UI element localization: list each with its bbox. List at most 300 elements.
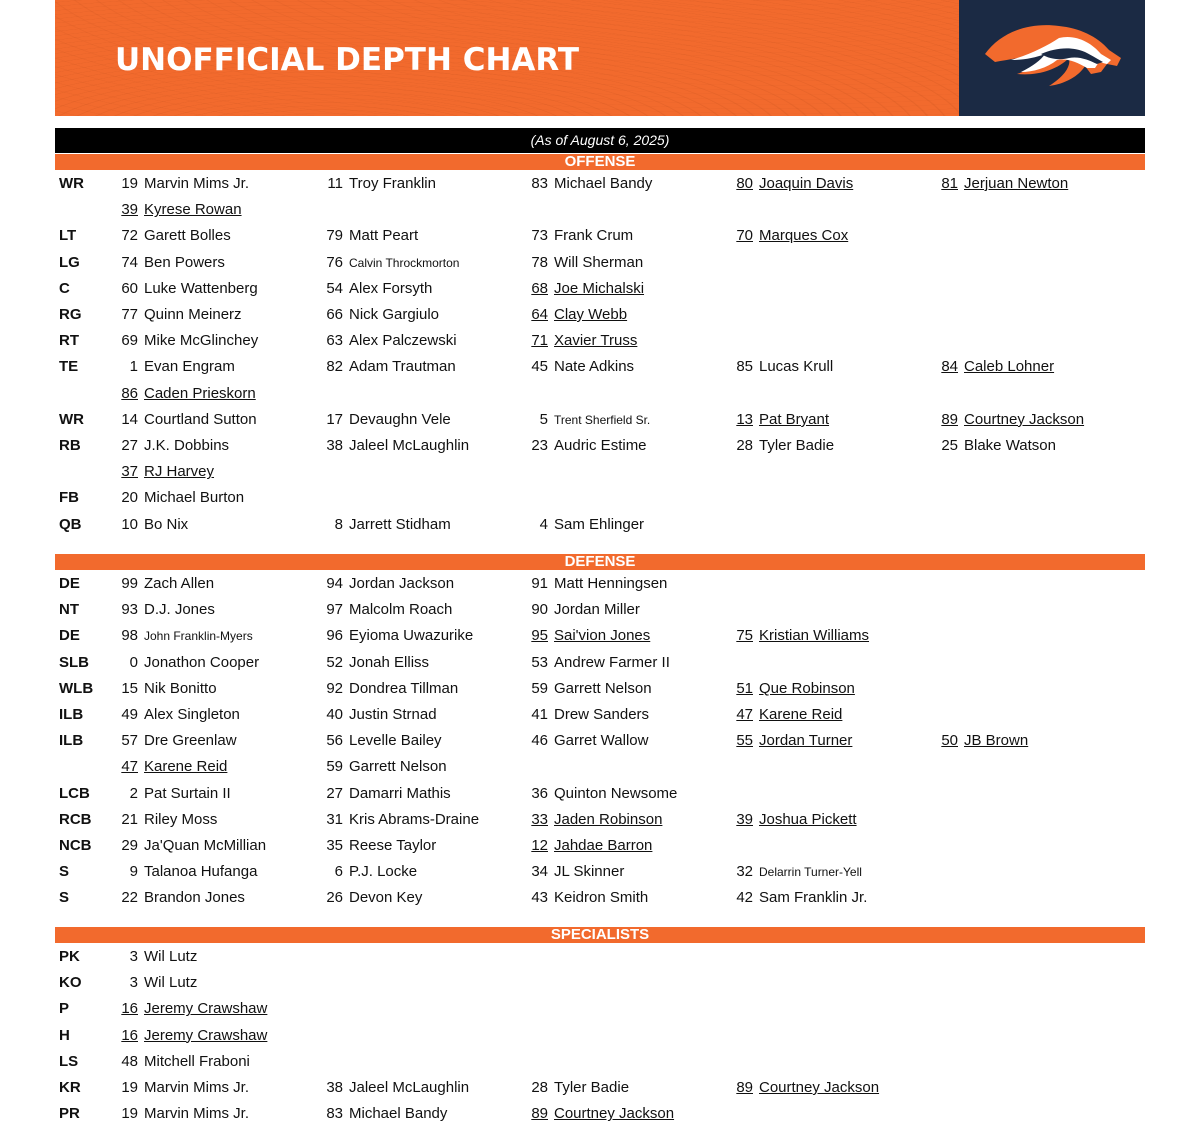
jersey-number: 49 bbox=[121, 706, 138, 723]
jersey-number: 50 bbox=[941, 732, 958, 750]
position-label: LT bbox=[59, 227, 77, 245]
depth-row bbox=[0, 223, 1200, 249]
depth-row bbox=[0, 970, 1200, 996]
player-name: JB Brown bbox=[964, 732, 1029, 750]
jersey-number: 9 bbox=[129, 863, 138, 881]
player-entry bbox=[323, 1101, 447, 1127]
player-entry bbox=[528, 223, 633, 249]
player-name: Jarrett Stidham bbox=[349, 515, 451, 533]
player-entry bbox=[118, 485, 244, 511]
jersey-number: 81 bbox=[941, 175, 958, 192]
player-name: Ben Powers bbox=[144, 253, 225, 271]
player-name: Clay Webb bbox=[554, 306, 628, 323]
player-name: Que Robinson bbox=[759, 679, 855, 697]
jersey-number: 29 bbox=[121, 837, 138, 854]
jersey-number: 32 bbox=[736, 863, 753, 881]
player-entry bbox=[938, 407, 1084, 433]
jersey-number: 47 bbox=[121, 758, 138, 776]
player-name: Wil Lutz bbox=[144, 948, 198, 965]
player-name: Wil Lutz bbox=[144, 974, 198, 992]
player-entry bbox=[528, 885, 648, 911]
depth-row bbox=[0, 197, 1200, 223]
jersey-number: 82 bbox=[326, 358, 343, 376]
jersey-number: 28 bbox=[736, 437, 753, 454]
player-entry bbox=[733, 433, 834, 459]
player-name: Malcolm Roach bbox=[349, 601, 453, 619]
player-name: Garett Bolles bbox=[144, 227, 231, 245]
jersey-number: 4 bbox=[539, 515, 548, 533]
jersey-number: 42 bbox=[736, 889, 753, 907]
player-name: Jonah Elliss bbox=[349, 653, 430, 671]
position-label: LS bbox=[59, 1052, 79, 1070]
player-name: Frank Crum bbox=[554, 227, 634, 245]
player-entry bbox=[528, 1075, 629, 1101]
player-name: Garrett Nelson bbox=[349, 758, 447, 776]
jersey-number: 22 bbox=[121, 889, 138, 907]
depth-row bbox=[0, 485, 1200, 511]
player-entry bbox=[118, 833, 266, 859]
jersey-number: 68 bbox=[531, 279, 548, 297]
player-entry bbox=[528, 276, 644, 302]
player-name: Jahdae Barron bbox=[554, 837, 653, 854]
jersey-number: 78 bbox=[531, 253, 548, 271]
player-name: Devaughn Vele bbox=[349, 410, 451, 428]
jersey-number: 55 bbox=[736, 732, 753, 750]
player-name: Jordan Jackson bbox=[349, 575, 455, 592]
jersey-number: 35 bbox=[326, 837, 343, 854]
player-name: Luke Wattenberg bbox=[144, 279, 258, 297]
jersey-number: 94 bbox=[326, 575, 343, 592]
player-entry bbox=[733, 623, 869, 649]
player-entry bbox=[733, 171, 853, 197]
depth-row bbox=[0, 302, 1200, 328]
player-name: Jaleel McLaughlin bbox=[349, 437, 470, 454]
jersey-number: 89 bbox=[941, 410, 958, 428]
depth-row bbox=[0, 781, 1200, 807]
player-entry bbox=[528, 781, 677, 807]
player-name: Pat Bryant bbox=[759, 410, 830, 428]
player-name: Matt Peart bbox=[349, 227, 419, 245]
section-header-offense: OFFENSE bbox=[55, 154, 1145, 170]
depth-row bbox=[0, 276, 1200, 302]
player-entry bbox=[528, 728, 648, 754]
player-entry bbox=[733, 807, 857, 833]
player-entry bbox=[528, 702, 649, 728]
player-name: Dre Greenlaw bbox=[144, 732, 237, 750]
jersey-number: 37 bbox=[121, 463, 138, 481]
player-name: Marvin Mims Jr. bbox=[144, 1105, 249, 1123]
player-name: Joaquin Davis bbox=[759, 175, 854, 192]
position-label: ILB bbox=[59, 706, 84, 723]
player-name: Keidron Smith bbox=[554, 889, 649, 907]
depth-row bbox=[0, 597, 1200, 623]
player-name: Karene Reid bbox=[144, 758, 228, 776]
player-entry bbox=[323, 171, 436, 197]
position-label: S bbox=[59, 863, 70, 881]
depth-row bbox=[0, 996, 1200, 1022]
player-entry bbox=[733, 1075, 879, 1101]
jersey-number: 99 bbox=[121, 575, 138, 592]
player-entry bbox=[528, 171, 652, 197]
position-label: RCB bbox=[59, 810, 92, 828]
jersey-number: 38 bbox=[326, 437, 343, 454]
player-entry bbox=[323, 807, 479, 833]
player-entry bbox=[323, 597, 452, 623]
player-name: Talanoa Hufanga bbox=[144, 863, 258, 881]
player-name: Nick Gargiulo bbox=[349, 306, 440, 323]
section-header-defense: DEFENSE bbox=[55, 554, 1145, 570]
position-label: KO bbox=[59, 974, 82, 992]
depth-row bbox=[0, 650, 1200, 676]
position-label: NCB bbox=[59, 837, 92, 854]
jersey-number: 0 bbox=[129, 653, 138, 671]
player-name: Quinton Newsome bbox=[554, 784, 678, 802]
jersey-number: 76 bbox=[326, 253, 343, 271]
player-entry bbox=[528, 250, 643, 276]
player-entry bbox=[118, 197, 242, 223]
player-name: Jaleel McLaughlin bbox=[349, 1079, 470, 1096]
jersey-number: 31 bbox=[326, 810, 343, 828]
player-entry bbox=[938, 728, 1028, 754]
player-name: Courtney Jackson bbox=[554, 1105, 675, 1123]
as-of-date: (As of August 6, 2025) bbox=[55, 128, 1145, 153]
player-name: Caleb Lohner bbox=[964, 358, 1055, 376]
player-entry bbox=[528, 433, 647, 459]
jersey-number: 69 bbox=[121, 332, 138, 350]
player-entry bbox=[528, 859, 624, 885]
position-label: PK bbox=[59, 948, 80, 965]
player-name: Michael Bandy bbox=[554, 175, 653, 192]
player-entry bbox=[323, 328, 457, 354]
depth-row bbox=[0, 623, 1200, 649]
jersey-number: 19 bbox=[121, 175, 138, 192]
player-entry bbox=[323, 223, 418, 249]
player-entry bbox=[528, 328, 637, 354]
player-entry bbox=[528, 302, 627, 328]
depth-row bbox=[0, 171, 1200, 197]
depth-row bbox=[0, 807, 1200, 833]
player-name: Courtland Sutton bbox=[144, 410, 257, 428]
player-entry bbox=[323, 728, 442, 754]
player-name: Will Sherman bbox=[554, 253, 644, 271]
jersey-number: 13 bbox=[736, 410, 753, 428]
player-entry bbox=[118, 407, 257, 433]
player-name: Jerjuan Newton bbox=[964, 175, 1069, 192]
player-name: Marques Cox bbox=[759, 227, 849, 245]
player-name: Quinn Meinerz bbox=[144, 306, 242, 323]
jersey-number: 27 bbox=[326, 784, 343, 802]
position-label: WLB bbox=[59, 679, 94, 697]
position-label: WR bbox=[59, 175, 84, 192]
player-name: Michael Burton bbox=[144, 489, 245, 507]
player-entry bbox=[528, 597, 640, 623]
player-entry bbox=[118, 650, 259, 676]
player-name: Mike McGlinchey bbox=[144, 332, 259, 350]
broncos-logo-icon bbox=[981, 14, 1127, 100]
player-entry bbox=[118, 623, 253, 649]
position-label: RT bbox=[59, 332, 79, 350]
jersey-number: 41 bbox=[531, 706, 548, 723]
jersey-number: 5 bbox=[539, 410, 548, 428]
jersey-number: 98 bbox=[121, 627, 138, 645]
player-entry bbox=[733, 885, 867, 911]
jersey-number: 20 bbox=[121, 489, 138, 507]
jersey-number: 57 bbox=[121, 732, 138, 750]
player-name: Courtney Jackson bbox=[964, 410, 1085, 428]
player-name: D.J. Jones bbox=[144, 601, 215, 619]
position-label: NT bbox=[59, 601, 79, 619]
player-entry bbox=[118, 1023, 267, 1049]
jersey-number: 6 bbox=[334, 863, 343, 881]
player-entry bbox=[938, 433, 1056, 459]
player-entry bbox=[118, 276, 258, 302]
player-name: Damarri Mathis bbox=[349, 784, 451, 802]
depth-row bbox=[0, 354, 1200, 380]
jersey-number: 21 bbox=[121, 810, 138, 828]
player-name: Riley Moss bbox=[144, 810, 218, 828]
jersey-number: 77 bbox=[121, 306, 138, 323]
player-name: RJ Harvey bbox=[144, 463, 215, 481]
position-label: SLB bbox=[59, 653, 89, 671]
player-name: Evan Engram bbox=[144, 358, 235, 376]
player-name: Zach Allen bbox=[144, 575, 215, 592]
player-name: Dondrea Tillman bbox=[349, 679, 459, 697]
player-name: Tyler Badie bbox=[554, 1079, 630, 1096]
jersey-number: 14 bbox=[121, 410, 138, 428]
depth-row bbox=[0, 1101, 1200, 1127]
player-name: Alex Singleton bbox=[144, 706, 240, 723]
jersey-number: 54 bbox=[326, 279, 343, 297]
player-entry bbox=[323, 859, 417, 885]
position-label: LCB bbox=[59, 784, 90, 802]
depth-row bbox=[0, 728, 1200, 754]
jersey-number: 25 bbox=[941, 437, 958, 454]
player-name: Calvin Throckmorton bbox=[349, 255, 460, 270]
player-name: Ja'Quan McMillian bbox=[144, 837, 267, 854]
jersey-number: 70 bbox=[736, 227, 753, 245]
jersey-number: 66 bbox=[326, 306, 343, 323]
player-name: Jonathon Cooper bbox=[144, 653, 260, 671]
player-entry bbox=[118, 512, 188, 538]
jersey-number: 84 bbox=[941, 358, 958, 376]
player-name: JL Skinner bbox=[554, 863, 625, 881]
player-name: Courtney Jackson bbox=[759, 1079, 880, 1096]
player-entry bbox=[118, 433, 229, 459]
logo-panel bbox=[959, 0, 1145, 116]
player-name: Joe Michalski bbox=[554, 279, 645, 297]
position-label: ILB bbox=[59, 732, 84, 750]
jersey-number: 36 bbox=[531, 784, 548, 802]
player-name: Nik Bonitto bbox=[144, 679, 217, 697]
player-name: P.J. Locke bbox=[349, 863, 418, 881]
player-name: Kristian Williams bbox=[759, 627, 870, 645]
player-name: J.K. Dobbins bbox=[144, 437, 230, 454]
player-name: Jeremy Crawshaw bbox=[144, 1000, 268, 1018]
position-label: TE bbox=[59, 358, 79, 376]
player-name: Justin Strnad bbox=[349, 706, 437, 723]
player-name: Joshua Pickett bbox=[759, 810, 857, 828]
depth-row bbox=[0, 754, 1200, 780]
player-entry bbox=[118, 302, 242, 328]
player-entry bbox=[118, 328, 258, 354]
player-name: Michael Bandy bbox=[349, 1105, 448, 1123]
jersey-number: 8 bbox=[334, 515, 343, 533]
jersey-number: 3 bbox=[129, 974, 138, 992]
player-entry bbox=[118, 1049, 250, 1075]
player-name: Kyrese Rowan bbox=[144, 201, 242, 219]
depth-row bbox=[0, 328, 1200, 354]
player-entry bbox=[118, 1101, 249, 1127]
jersey-number: 19 bbox=[121, 1105, 138, 1123]
jersey-number: 64 bbox=[531, 306, 548, 323]
player-entry bbox=[323, 781, 451, 807]
player-entry bbox=[528, 623, 650, 649]
jersey-number: 3 bbox=[129, 948, 138, 965]
depth-row bbox=[0, 859, 1200, 885]
position-label: DE bbox=[59, 627, 80, 645]
depth-row bbox=[0, 512, 1200, 538]
player-entry bbox=[323, 407, 451, 433]
jersey-number: 38 bbox=[326, 1079, 343, 1096]
player-name: Eyioma Uwazurike bbox=[349, 627, 474, 645]
jersey-number: 12 bbox=[531, 837, 548, 854]
player-entry bbox=[733, 676, 855, 702]
position-label: QB bbox=[59, 515, 82, 533]
player-entry bbox=[118, 781, 231, 807]
player-name: Jordan Miller bbox=[554, 601, 640, 619]
player-name: Audric Estime bbox=[554, 437, 647, 454]
player-entry bbox=[528, 676, 652, 702]
jersey-number: 1 bbox=[129, 358, 138, 376]
depth-row bbox=[0, 381, 1200, 407]
player-name: Nate Adkins bbox=[554, 358, 635, 376]
player-name: Kris Abrams-Draine bbox=[349, 810, 480, 828]
jersey-number: 45 bbox=[531, 358, 548, 376]
jersey-number: 73 bbox=[531, 227, 548, 245]
player-name: Andrew Farmer II bbox=[554, 653, 670, 671]
player-entry bbox=[118, 996, 267, 1022]
position-label: LG bbox=[59, 253, 80, 271]
position-label: KR bbox=[59, 1079, 81, 1096]
jersey-number: 85 bbox=[736, 358, 753, 376]
jersey-number: 51 bbox=[736, 679, 753, 697]
player-name: Jeremy Crawshaw bbox=[144, 1026, 268, 1044]
jersey-number: 16 bbox=[121, 1026, 138, 1044]
player-name: Marvin Mims Jr. bbox=[144, 1079, 249, 1096]
player-name: Blake Watson bbox=[964, 437, 1056, 454]
jersey-number: 60 bbox=[121, 279, 138, 297]
jersey-number: 2 bbox=[129, 784, 138, 802]
header-banner bbox=[55, 0, 1145, 116]
position-label: RG bbox=[59, 306, 82, 323]
player-entry bbox=[323, 433, 469, 459]
player-name: John Franklin-Myers bbox=[144, 629, 253, 644]
player-entry bbox=[323, 354, 456, 380]
player-entry bbox=[323, 512, 451, 538]
depth-row bbox=[0, 702, 1200, 728]
player-entry bbox=[528, 650, 670, 676]
player-entry bbox=[733, 728, 852, 754]
jersey-number: 90 bbox=[531, 601, 548, 619]
position-label: FB bbox=[59, 489, 79, 507]
player-name: Tyler Badie bbox=[759, 437, 835, 454]
jersey-number: 79 bbox=[326, 227, 343, 245]
player-name: Mitchell Fraboni bbox=[144, 1052, 250, 1070]
player-name: Sai'vion Jones bbox=[554, 627, 651, 645]
depth-row bbox=[0, 676, 1200, 702]
player-entry bbox=[118, 944, 197, 970]
jersey-number: 40 bbox=[326, 706, 343, 723]
player-entry bbox=[118, 970, 197, 996]
jersey-number: 52 bbox=[326, 653, 343, 671]
jersey-number: 91 bbox=[531, 575, 548, 592]
player-entry bbox=[323, 650, 429, 676]
jersey-number: 43 bbox=[531, 889, 548, 907]
player-entry bbox=[733, 702, 842, 728]
player-entry bbox=[938, 171, 1068, 197]
player-entry bbox=[528, 571, 667, 597]
jersey-number: 89 bbox=[736, 1079, 753, 1096]
player-name: Devon Key bbox=[349, 889, 423, 907]
jersey-number: 26 bbox=[326, 889, 343, 907]
position-label: DE bbox=[59, 575, 80, 592]
player-name: Brandon Jones bbox=[144, 889, 245, 907]
player-name: Xavier Truss bbox=[554, 332, 638, 350]
section-header-specialists: SPECIALISTS bbox=[55, 927, 1145, 943]
jersey-number: 97 bbox=[326, 601, 343, 619]
jersey-number: 59 bbox=[531, 679, 548, 697]
jersey-number: 89 bbox=[531, 1105, 548, 1123]
player-entry bbox=[733, 859, 862, 885]
jersey-number: 75 bbox=[736, 627, 753, 645]
depth-row bbox=[0, 571, 1200, 597]
player-name: Garret Wallow bbox=[554, 732, 649, 750]
player-entry bbox=[118, 354, 235, 380]
player-entry bbox=[323, 302, 439, 328]
player-entry bbox=[528, 1101, 674, 1127]
jersey-number: 39 bbox=[121, 201, 138, 219]
depth-row bbox=[0, 433, 1200, 459]
depth-row bbox=[0, 459, 1200, 485]
player-name: Garrett Nelson bbox=[554, 679, 652, 697]
player-name: Pat Surtain II bbox=[144, 784, 231, 802]
player-entry bbox=[528, 354, 634, 380]
player-entry bbox=[323, 250, 459, 276]
player-name: Levelle Bailey bbox=[349, 732, 442, 750]
player-entry bbox=[323, 702, 437, 728]
player-name: Alex Palczewski bbox=[349, 332, 457, 350]
jersey-number: 15 bbox=[121, 679, 138, 697]
player-entry bbox=[528, 512, 644, 538]
depth-row bbox=[0, 1049, 1200, 1075]
banner-topo-background bbox=[55, 0, 959, 116]
jersey-number: 23 bbox=[531, 437, 548, 454]
page-title: UNOFFICIAL DEPTH CHART bbox=[115, 42, 580, 78]
jersey-number: 16 bbox=[121, 1000, 138, 1018]
player-entry bbox=[733, 407, 829, 433]
jersey-number: 72 bbox=[121, 227, 138, 245]
depth-row bbox=[0, 944, 1200, 970]
jersey-number: 96 bbox=[326, 627, 343, 645]
position-label: PR bbox=[59, 1105, 80, 1123]
jersey-number: 28 bbox=[531, 1079, 548, 1096]
jersey-number: 95 bbox=[531, 627, 548, 645]
position-label: P bbox=[59, 1000, 70, 1018]
player-name: Alex Forsyth bbox=[349, 279, 433, 297]
player-entry bbox=[118, 1075, 249, 1101]
jersey-number: 93 bbox=[121, 601, 138, 619]
jersey-number: 83 bbox=[531, 175, 548, 192]
